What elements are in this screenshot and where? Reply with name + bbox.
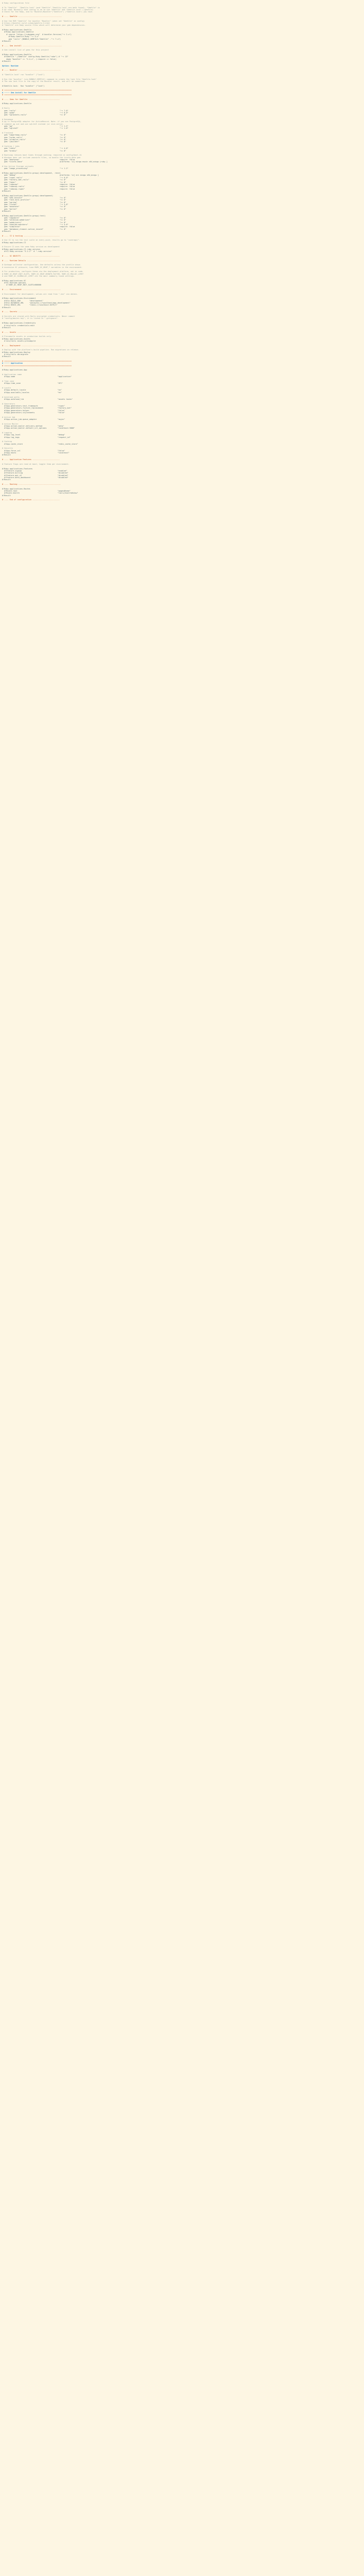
document-line: #!App.available_locales "en" (2, 391, 62, 394)
document-line: #!Ruby.applications.Routes (2, 487, 30, 490)
document-line: # ----- Application (2, 362, 23, 365)
document-line: # Secrets are stored with Rails encrypted credentials. Never commit (2, 315, 75, 318)
document-line: gem "rubocop" require: false (2, 183, 75, 185)
document-line: # ============================================================== (2, 364, 72, 367)
document-line: # Deploy with the platform's build pipeline. Run migrations on release. (2, 349, 79, 351)
document-line: # Active Job (2, 416, 15, 418)
document-line: # ---- Gems for Gemfile: ---------------------------- (2, 98, 60, 100)
document-line: gem "bootsnap" require: false (2, 159, 75, 161)
document-line: gem "annotate" ">= 0" (2, 206, 67, 208)
document-line: # Use CI to run the test suite on every push; results go to "coverage/". (2, 239, 80, 242)
document-line: #!App.generators.test_framework "rspec" (2, 404, 65, 407)
document-line: # ---- Assets ---------------------------------------- (2, 331, 61, 333)
document-line: #!Result (2, 306, 11, 309)
document-line: #!Ruby.applications.CI.ruby_version (2, 248, 40, 250)
document-line: #!Result (2, 355, 11, 358)
document-line: gem "bullet" ">= 0" (2, 208, 67, 210)
document-line: #!Feature.api_v2 "disabled" (2, 474, 69, 477)
document-line: #!CI.Ruby.version "3.2.2" # ".ruby-version" (2, 250, 52, 253)
document-line: # Time zone (2, 380, 14, 383)
document-line: gem "capybara" ">= 0" (2, 217, 67, 219)
document-line: gem "jbuilder" ">= 0" (2, 141, 67, 143)
document-line: #!App.active_job.queue_adapter "async" (2, 418, 65, 420)
document-line: # ----- Gem install for Gemfile (2, 91, 36, 94)
document-line: #!App.log_level "debug" (2, 434, 65, 436)
document-line: # and RUBY_GC_OLDMALLOC_LIMIT are the most commonly tuned settings. (2, 275, 75, 277)
document-line: #!App.time_zone "UTC" (2, 382, 63, 385)
document-line: #!Result (2, 454, 11, 456)
document-line: gem "debug" platforms: %i[ mri mingw x64_mingw ] (2, 174, 99, 177)
document-line: #!Ruby.applications.Gemfile (2, 29, 31, 31)
document-line: gem "image_processing" "~> 1.2" (2, 167, 69, 170)
document-line: # Environment for development; values are read from ".env" via dotenv. (2, 293, 78, 295)
document-line: # Database (2, 118, 13, 121)
document-line: # Precompile assets in production builds only. (2, 335, 52, 338)
document-line: #!App.generators.helper "false" (2, 409, 65, 412)
document-line: # For production, configure these via the deployment platform, not in code. (2, 270, 84, 273)
document-line: #!Env.DATABASE_URL "postgres://localhost/app_development" (2, 302, 71, 304)
document-line: #!Result (2, 60, 11, 62)
document-line: # ---- Routing --------------------------------------- (2, 483, 61, 485)
document-line: #!App.cache_store "redis_cache_store" (2, 443, 78, 445)
document-line: # Windows does not include zoneinfo files, so bundle the tzinfo-data gem (2, 156, 80, 159)
document-line: # Caching (2, 440, 12, 443)
document-line: gem "tzinfo-data" platforms: %i[ mingw mswin x64_mingw jruby ] (2, 161, 108, 163)
document-line: # Use Active Storage variants (2, 165, 34, 168)
document-line: # https://bundler.io/v2.x/man/gemfile.5.html (2, 22, 50, 25)
document-line: gem "rack-mini-profiler" ">= 0" (2, 199, 67, 201)
document-line: # Application name (2, 374, 22, 376)
document-line: # Garbage collector configuration. Use defaults unless the profile shows (2, 264, 80, 266)
document-line: #!App.autoload_lib "assets tasks" (2, 398, 73, 400)
document-line: #!Result (2, 210, 11, 212)
document-line: # ============================================================== (2, 89, 72, 92)
document-line: #!Feature.signup "enabled" (2, 469, 68, 472)
document-line: gem "kredis" ">= 0" (2, 149, 67, 152)
document-line: Option: Runtime (2, 64, 19, 67)
document-line: # ============================================================== (2, 94, 72, 96)
document-line: #!Route.health "rails/health#show" (2, 492, 78, 495)
document-line: #!App.name "application" (2, 376, 72, 378)
document-line: #!Ruby.applications.Features (2, 467, 33, 470)
document-line: gem "puma" "~> 6.0" (2, 111, 69, 114)
document-line: # "Gemfile" are Ruby source files which will determine your gem dependencies. (2, 24, 86, 27)
document-line: #!App.generators.stylesheets "false" (2, 411, 65, 414)
document-line: gem "stimulus-rails" ">= 0" (2, 138, 67, 141)
document-line: gem "database_cleaner-active_record" ">= 0" (2, 228, 67, 230)
document-line: # To "Gemfile" "Gemfile.lock" (and "Gemfile" "Gemfile.lock" are both found), "Gemfile" is (2, 6, 100, 9)
document-line: # excessive GC pressure; tune RUBY_GC_HEAP_* variables in the environment. (2, 266, 82, 268)
document-line: gem "web-console" ">= 0" (2, 196, 67, 199)
document-line: # Ruby configuration file (2, 2, 29, 4)
document-line: # Autoload paths (2, 396, 20, 398)
document-line: #!Ruby.applications.GC (2, 279, 26, 282)
document-line: #!Ruby.applications.Gemfile (2, 53, 31, 56)
document-line: #!Route.root "pages#home" (2, 489, 71, 492)
document-line: # ---- Gemfile ---------------------------------------- (2, 15, 62, 18)
config-document (0, 0, 364, 501)
document-line: # pg is PostgreSQL adapter for ActiveRecord. Note: if you use PostgreSQL, (2, 121, 81, 123)
document-line: # Use the RVM "Gemfile" for bundler "Bundler" (when set "Gemfile" in config) (2, 20, 85, 22)
document-line: gem "webdrivers" ">= 0" (2, 221, 67, 224)
document-line: #!Result (2, 40, 11, 42)
document-line: #!Ruby.applications.Credentials (2, 322, 36, 325)
document-line: #!Ruby.applications.Gemfile.group(:test) (2, 214, 46, 217)
document-line: #!Result (2, 494, 11, 497)
document-line: gem "rubocop-rails" require: false (2, 185, 75, 188)
document-line: # Gem install list of gems for this project (2, 49, 49, 52)
document-line: # Rails (2, 107, 10, 110)
document-line: # "config/master.key"; it is listed in ".gitignore". (2, 317, 59, 320)
document-line: # Frontend (2, 131, 13, 134)
document-line: # bin/rails db:migrate (2, 353, 28, 355)
document-line: #!GC.Runtime.options (2, 281, 26, 284)
document-line: gem "listen" "~> 3.8" (2, 203, 69, 206)
document-line: #!Ruby.applications.Environment (2, 297, 36, 300)
document-line: #!Ruby.applications.Gemfile (2, 103, 31, 105)
document-line: # RUBY_GC_HEAP_INIT_SLOTS, RUBY_GC_HEAP_GROWTH_FACTOR, RUBY_GC_MALLOC_LIMIT (2, 273, 84, 275)
document-line: #!Env.RAILS_ENV "development" (2, 299, 44, 302)
document-line: # Caching / jobs (2, 145, 20, 147)
document-line: gem "rspec-rails" "~> 6.0" (2, 176, 69, 179)
document-line: #!App.default_locale "en" (2, 389, 62, 392)
document-line: # The new lock file is the copy of the Bundler result, and will be committed. (2, 80, 86, 83)
document-line: # bin/rails assets:precompile (2, 340, 36, 342)
document-line: #!Ruby.Gemfile.Ruby "~> 3.x" (2, 36, 39, 38)
document-line: # ---- Application Features ------------------------- (2, 459, 60, 461)
document-line: # ---- Bundler --------------------------------------- (2, 69, 61, 72)
document-line: # ---- End of configuration ------------------------- (2, 499, 60, 501)
document-line: gem "shoulda-matchers" "~> 5.0" (2, 224, 69, 226)
document-line: # "Gemfile.lock" run "bundler" ("lock") (2, 74, 45, 76)
document-line: #!Ruby.applications.Deploy (2, 351, 30, 353)
document-line: #!Ruby.applications.Assets (2, 337, 30, 340)
document-line: gem "sprockets-rails" ">= 0" (2, 114, 67, 116)
document-line: #!App.action_mailer.default_url_options "localhost:3000" (2, 427, 75, 430)
document-line: # Ensure CI uses the same Ruby version as development (2, 246, 60, 248)
document-line: #!App.log_tags "request_id" (2, 436, 71, 438)
document-line: gem "pg" "~> 1.5" (2, 125, 69, 127)
document-line: # ---- Runtime Details ------------------------------- (2, 259, 61, 262)
document-line: gem "rails" "~> 7.0" (2, 109, 69, 112)
document-line: # be read. Normally that config is ok to use "Gemfile" and "Gemfile.lock" (:gemfile) (2, 9, 94, 11)
document-line: # ============================================================== (2, 360, 72, 362)
document-line: # ---- Environment ----------------------------------- (2, 289, 61, 291)
document-line: gem "faker" ">= 0" (2, 181, 67, 183)
document-line: gem "importmap-rails" ">= 0" (2, 134, 67, 137)
document-line: #!Result (2, 230, 11, 233)
document-line: # Logging (2, 432, 12, 434)
document-line: #!Ruby.applications.Gemfile.group(:development, :test) (2, 172, 61, 175)
document-line: # Check for the Ruby, and to "Bundler/Bundler"("Gemfile") ("Gemfile.lock") you have. (2, 11, 94, 13)
document-line: #!Gemfile "./Gemfile" config.Ruby.Gemfile("rake") # "~> 13" (2, 56, 69, 58)
document-line: #!App.action_mailer.delivery_method "smtp" (2, 425, 64, 427)
document-line: #!Result (2, 190, 11, 192)
document-line: # Feature flags are read at boot; toggle them per environment. (2, 463, 70, 465)
document-line: # Run the "bundler" (via BUNDLE_GEMFILE) command to create the lock file "Gemfile.lock" (2, 78, 97, 80)
document-line: #!App.hosts "localhost" (2, 452, 70, 454)
document-line: # ---- GC OBJECTS ----------------------------------- (2, 255, 60, 257)
document-line: #gem "bundler" >= "2.4.x", (:require => false) (2, 58, 57, 60)
document-line: #!Result (2, 479, 11, 481)
document-line: # comment pg out and use sqlite3 instead (or vice-versa). (2, 123, 64, 125)
document-line: #!Result (2, 326, 11, 329)
document-line: #!Feature.beta_dashboard "disabled" (2, 476, 69, 479)
document-line: # ---- CI & testing --------------------------------- (2, 234, 60, 237)
document-line: # bin/rails credentials:edit (2, 324, 35, 327)
document-line: gem "turbo-rails" ">= 0" (2, 136, 67, 139)
document-line: gem "factory_bot_rails" ">= 0" (2, 179, 67, 181)
document-line: # Action Mailer (2, 422, 19, 425)
document-line: #!App.generators.fixture_replacement "factory_bot" (2, 407, 72, 410)
document-line: # Locale (2, 387, 11, 389)
document-line: # RUBY_GC_HEAP_INIT_SLOTS=600000 (2, 284, 41, 286)
document-line: gem "rubocop-rspec" require: false (2, 188, 75, 190)
document-line: # ---- Secrets --------------------------------------- (2, 311, 61, 313)
document-line: gem "spring" ">= 0" (2, 201, 67, 204)
document-line: #!Ruby.applications.Gemfile.group(:development) (2, 194, 54, 197)
document-line: #!Feature.billing "disabled" (2, 472, 69, 474)
document-line: # Security (2, 447, 13, 450)
document-line: # ---- Gem install ------------------------------------ (2, 44, 62, 47)
document-line: #!Gemfile.lock: Run "bundler" ("lock") (2, 84, 45, 87)
document-line: #!Ruby.applications.Gemfile (2, 31, 34, 33)
document-line: gem "rails" (BUNDLE_GEMFILE="Gemfile" -"~> 7.x") (2, 38, 61, 40)
document-line: gem "selenium-webdriver" ">= 0" (2, 219, 67, 222)
document-line: # ---- Deployment ------------------------------------ (2, 344, 61, 347)
document-line: #!Ruby.applications.CI (2, 241, 26, 244)
document-line: # Bootsnap reduces boot times through caching; required in config/boot.rb (2, 154, 81, 157)
document-line: #!Ruby.applications.App (2, 369, 27, 371)
document-line: # Generators (2, 402, 15, 405)
document-line: gem "sqlite3" "~> 1.6" (2, 127, 69, 130)
document-line: gem "redis" "~> 4.0" (2, 147, 69, 150)
document-line: gem "simplecov" require: false (2, 226, 75, 228)
document-line: #!Env.REDIS_URL "redis://localhost:6379/1" (2, 304, 58, 307)
document-line: #!App.force_ssl "false" (2, 449, 65, 452)
document-line: # source "https://rubygems.org" # bundler.Version("~> 2.x") (2, 33, 72, 36)
